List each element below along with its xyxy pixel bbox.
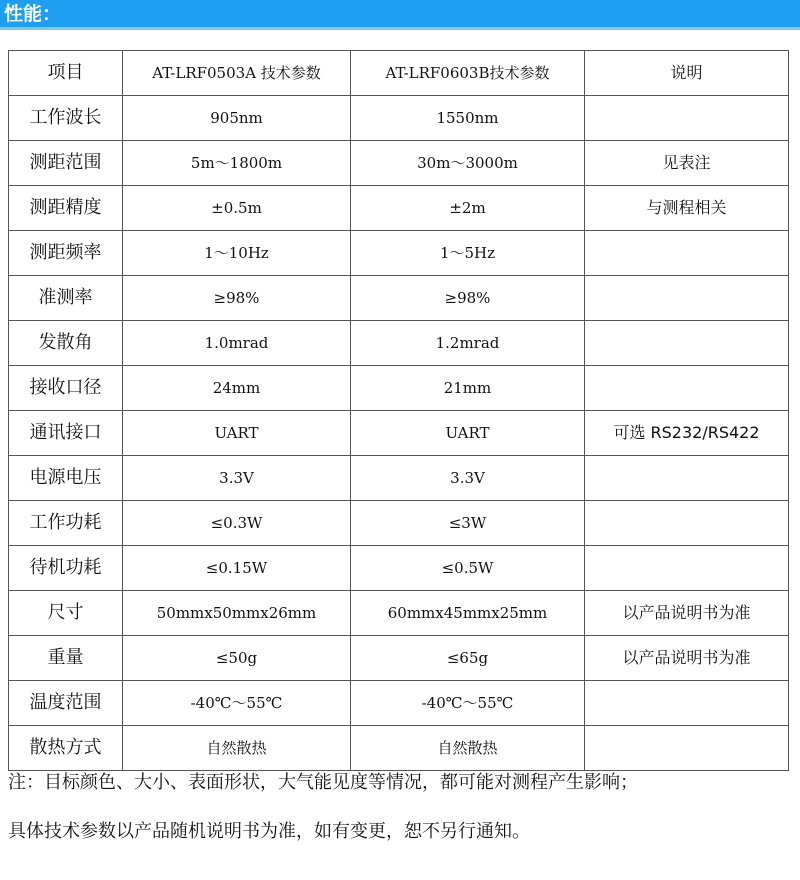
row-label: 测距频率 (9, 231, 123, 276)
model-b-value: ≤0.5W (351, 546, 585, 591)
model-a-value: ±0.5m (123, 186, 351, 231)
footnote-line-1: 注：目标颜色、大小、表面形状，大气能见度等情况，都可能对测程产生影响； (8, 772, 638, 793)
table-row (9, 681, 789, 726)
model-a-value: 自然散热 (123, 726, 351, 771)
model-a-value: 1～10Hz (123, 231, 351, 276)
table-row (9, 636, 789, 681)
row-note (585, 546, 789, 591)
footnote-line-2: 具体技术参数以产品随机说明书为准，如有变更，恕不另行通知。 (8, 821, 530, 842)
model-a-value: 3.3V (123, 456, 351, 501)
spec-table (8, 50, 789, 771)
footnotes (8, 772, 798, 870)
column-header-model-b: AT-LRF0603B技术参数 (351, 51, 585, 96)
row-label: 工作功耗 (9, 501, 123, 546)
model-a-value: UART (123, 411, 351, 456)
model-b-value: ≥98% (351, 276, 585, 321)
table-row (9, 141, 789, 186)
table-row (9, 96, 789, 141)
model-b-value: 30m～3000m (351, 141, 585, 186)
row-note (585, 276, 789, 321)
table-row (9, 276, 789, 321)
row-label: 接收口径 (9, 366, 123, 411)
model-a-value: ≤50g (123, 636, 351, 681)
row-label: 温度范围 (9, 681, 123, 726)
table-header-row (9, 51, 789, 96)
model-b-value: 3.3V (351, 456, 585, 501)
row-label: 通讯接口 (9, 411, 123, 456)
row-note: 与测程相关 (585, 186, 789, 231)
model-b-value: 1.2mrad (351, 321, 585, 366)
row-note (585, 366, 789, 411)
row-note (585, 96, 789, 141)
table-row (9, 456, 789, 501)
row-label: 尺寸 (9, 591, 123, 636)
row-note (585, 726, 789, 771)
model-b-value: ±2m (351, 186, 585, 231)
model-b-value: 自然散热 (351, 726, 585, 771)
table-row (9, 501, 789, 546)
table-row (9, 726, 789, 771)
model-a-value: ≥98% (123, 276, 351, 321)
model-a-value: 50mmx50mmx26mm (123, 591, 351, 636)
model-a-value: 24mm (123, 366, 351, 411)
table-row (9, 231, 789, 276)
row-note (585, 456, 789, 501)
row-label: 工作波长 (9, 96, 123, 141)
row-note: 以产品说明书为准 (585, 636, 789, 681)
model-a-value: ≤0.15W (123, 546, 351, 591)
section-title: 性能： (4, 3, 62, 25)
row-note (585, 681, 789, 726)
section-title-bar (0, 0, 800, 30)
row-label: 测距范围 (9, 141, 123, 186)
model-a-value: 905nm (123, 96, 351, 141)
column-header-item: 项目 (9, 51, 123, 96)
model-b-value: 1550nm (351, 96, 585, 141)
row-note (585, 501, 789, 546)
model-b-value: 21mm (351, 366, 585, 411)
model-a-value: 1.0mrad (123, 321, 351, 366)
row-label: 散热方式 (9, 726, 123, 771)
row-label: 电源电压 (9, 456, 123, 501)
row-note (585, 321, 789, 366)
table-row (9, 366, 789, 411)
table-row (9, 411, 789, 456)
model-a-value: ≤0.3W (123, 501, 351, 546)
column-header-notes: 说明 (585, 51, 789, 96)
row-note (585, 231, 789, 276)
model-b-value: 60mmx45mmx25mm (351, 591, 585, 636)
row-label: 测距精度 (9, 186, 123, 231)
row-note: 以产品说明书为准 (585, 591, 789, 636)
model-b-value: UART (351, 411, 585, 456)
table-row (9, 321, 789, 366)
row-note: 可选 RS232/RS422 (585, 411, 789, 456)
model-b-value: 1～5Hz (351, 231, 585, 276)
model-a-value: -40℃～55℃ (123, 681, 351, 726)
column-header-model-a: AT-LRF0503A 技术参数 (123, 51, 351, 96)
row-label: 重量 (9, 636, 123, 681)
table-row (9, 186, 789, 231)
spec-table-body (9, 96, 789, 771)
table-row (9, 591, 789, 636)
model-b-value: -40℃～55℃ (351, 681, 585, 726)
row-label: 发散角 (9, 321, 123, 366)
model-b-value: ≤3W (351, 501, 585, 546)
row-label: 准测率 (9, 276, 123, 321)
row-label: 待机功耗 (9, 546, 123, 591)
model-b-value: ≤65g (351, 636, 585, 681)
model-a-value: 5m～1800m (123, 141, 351, 186)
table-row (9, 546, 789, 591)
row-note: 见表注 (585, 141, 789, 186)
